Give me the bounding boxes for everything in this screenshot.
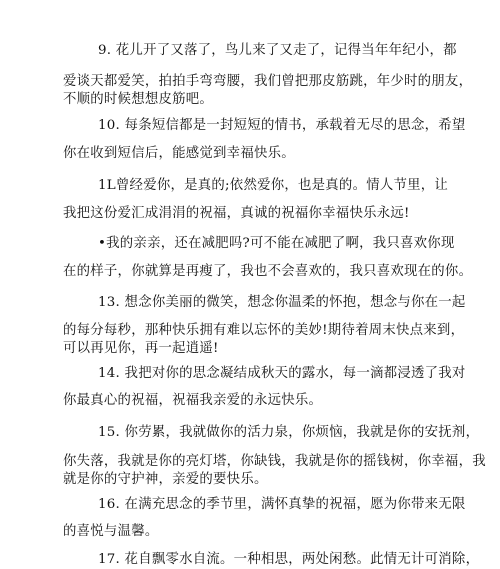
- paragraph-9-line-3: 不顺的时候想想皮筋吧。: [63, 92, 214, 107]
- paragraph-13-line-3: 可以再见你，再一起逍遥!: [63, 341, 219, 356]
- paragraph-16-line-1: 16. 在满充思念的季节里，满怀真挚的祝福，愿为你带来无限: [98, 497, 466, 512]
- paragraph-17-line-1: 17. 花自飘零水自流。一种相思，两处闲愁。此情无计可消除，: [98, 552, 480, 567]
- paragraph-15-line-2: 你失落，我就是你的亮灯塔，你缺钱，我就是你的摇钱树，你幸福，我: [63, 454, 486, 469]
- paragraph-10-line-2: 你在收到短信后，能感觉到幸福快乐。: [63, 146, 295, 161]
- paragraph-14-line-1: 14. 我把对你的思念凝结成秋天的露水，每一滴都浸透了我对: [98, 366, 466, 381]
- paragraph-11-line-2: 我把这份爱汇成涓涓的祝福，真诚的祝福你幸福快乐永远!: [63, 206, 410, 221]
- paragraph-16-line-2: 的喜悦与温馨。: [63, 524, 159, 539]
- paragraph-9-line-1: 9. 花儿开了又落了，鸟儿来了又走了，记得当年年纪小，都: [98, 43, 457, 58]
- paragraph-15-line-3: 就是你的守护神，亲爱的要快乐。: [63, 472, 268, 487]
- paragraph-13-line-2: 的每分每秒，那种快乐拥有难以忘怀的美妙!期待着周末快点来到，: [63, 323, 465, 338]
- paragraph-15-line-1: 15. 你劳累，我就做你的活力泉，你烦恼，我就是你的安抚剂，: [98, 425, 480, 440]
- paragraph-11-line-1: 1L曾经爱你，是真的;依然爱你，也是真的。情人节里，让: [98, 178, 449, 193]
- paragraph-13-line-1: 13. 想念你美丽的微笑，想念你温柔的怀抱，想念与你在一起: [98, 295, 466, 310]
- paragraph-12-line-1: •我的亲亲，还在减肥吗?可不能在减肥了啊，我只喜欢你现: [98, 236, 455, 251]
- paragraph-14-line-2: 你最真心的祝福，祝福我亲爱的永远快乐。: [63, 393, 323, 408]
- paragraph-9-line-2: 爱谈天都爱笑，拍拍手弯弯腰，我们曾把那皮筋跳，年少时的朋友，: [63, 74, 473, 89]
- paragraph-12-line-2: 在的样子，你就算是再瘦了，我也不会喜欢的，我只喜欢现在的你。: [63, 264, 473, 279]
- paragraph-10-line-1: 10. 每条短信都是一封短短的情书，承载着无尽的思念，希望: [98, 118, 466, 133]
